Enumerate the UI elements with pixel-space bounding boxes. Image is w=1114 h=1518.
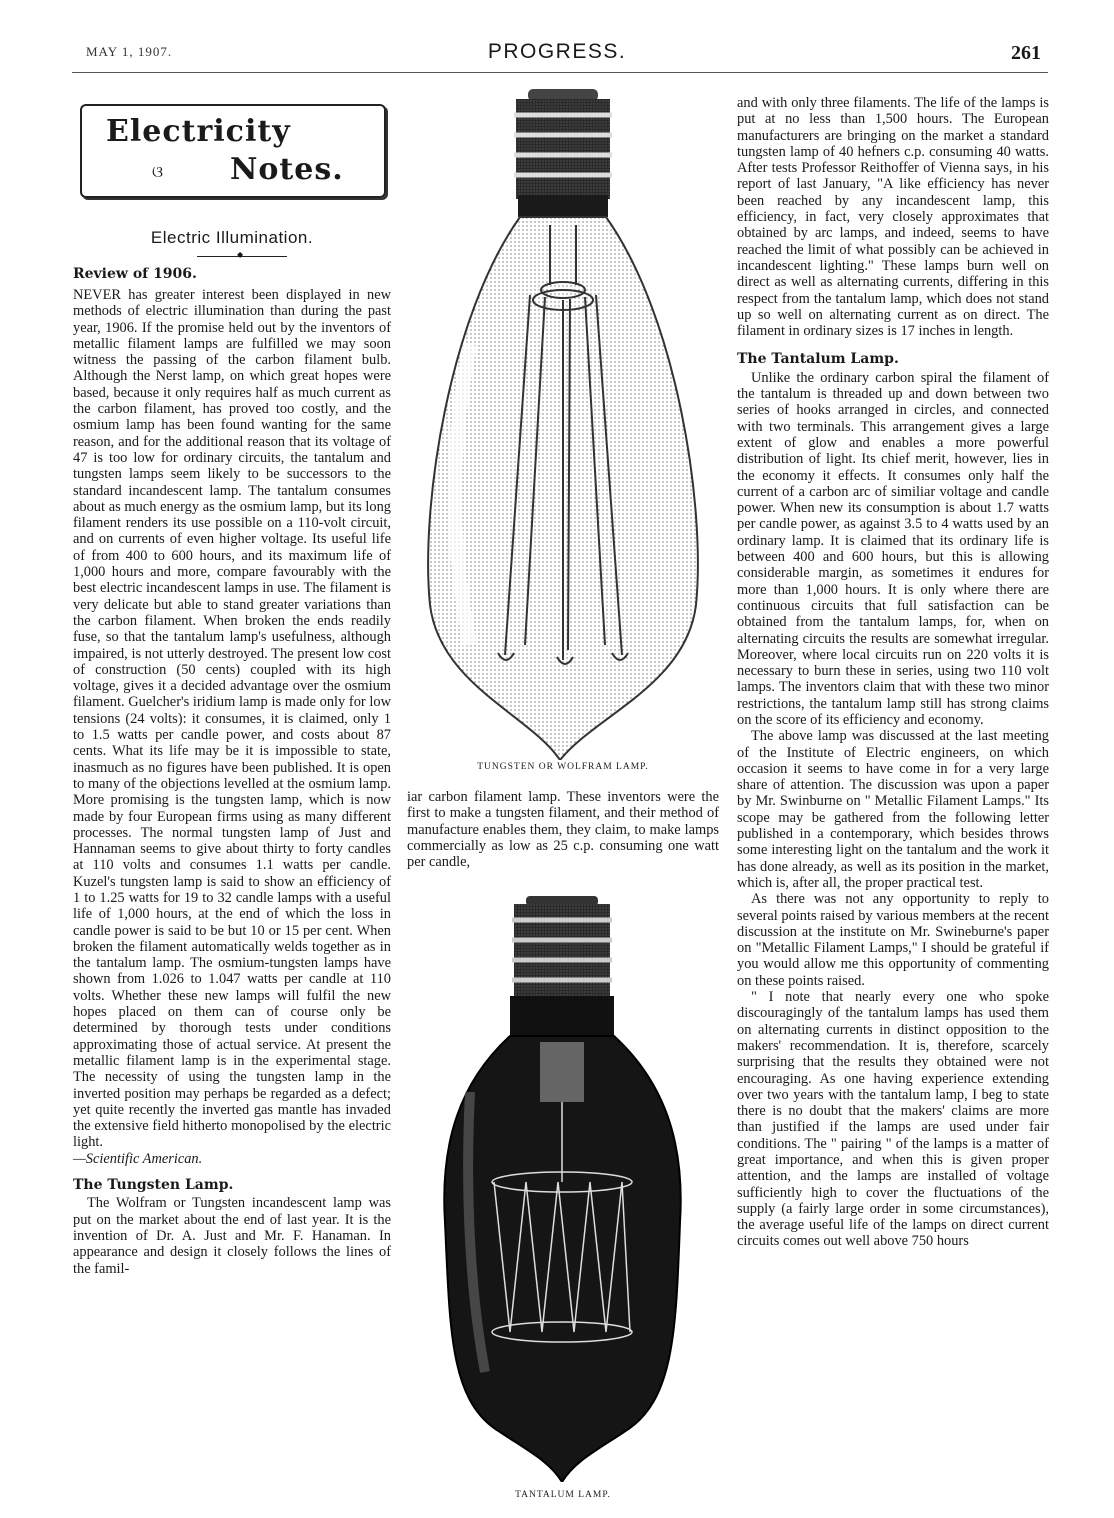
tantalum-heading: The Tantalum Lamp. [737,351,899,368]
right-column [737,95,1049,1250]
tungsten-paragraph-mid: iar carbon filament lamp. These inventors were the first to make a tungsten filament, and their method of manufacture enables them, they claim, to make lamps commercially as low as 25 c.p. consuming one watt per candle, [407,789,719,871]
header-title: PROGRESS. [487,40,627,63]
section-title: Electric Illumination. [150,228,314,247]
tungsten-heading: The Tungsten Lamp. [73,1177,234,1194]
tantalum-lamp-illustration [410,892,716,1482]
right-paragraph-1: and with only three filaments. The life of the lamps is put at no less than 1,500 hours. The European manufacturers are bringing on the market a standard tungsten lamp of 40 hefners c.p. consuming 40 watts. After tests Professor Reithoffer of Vienna says, in his report of last January, "A like efficiency has never been reached by any incandescent lamp, this efficiency, in fact, very closely approximates that obtained by arc lamps, and indeed, seems to have reached the limit of what possibly can be achieved in incandescent lighting." These lamps burn well on direct as well as alternating currents, differing in this respect from the tantalum lamp, which does not stand up so well on alternating current as on direct. The filament in ordinary sizes is 17 inches in length. [737,95,1049,340]
review-paragraph: NEVER has greater interest been displayed in new methods of electric illumination than during the past year, 1906. If the promise held out by the inventors of metallic filament lamps are fulfilled we may soon witness the passing of the carbon filament bulb. Although the Nerst lamp, on which great hopes were based, because it only requires half as much current as the carbon filament, has proved too costly, and the osmium lamp has been found wanting for the same reason, and for the additional reason that its voltage of 47 is too low for ordinary circuits, the tantalum and tungsten lamps seem likely to be successors to the standard incandescent lamp. The tantalum consumes about as much energy as the osmium lamp, but its long filament renders its use possible on a 110-volt circuit, and on currents of even higher voltage. Its useful life of from 400 to 600 hours, and its maximum life of 1,000 hours and more, compare favourably with the best electric incandescent lamps in use. The filament is very delicate but able to stand greater variations than the carbon filament. When broken the ends readily fuse, so that the tantalum lamp's usefulness, although impaired, is not utterly destroyed. The present low cost of construction (50 cents) coupled with its high voltage, gives it a decided advantage over the osmium filament. Guelcher's iridium lamp is made only for low tensions (24 volts): it consumes, it is claimed, only 1 to 1.5 watts per candle power, and costs about 87 cents. What its life may be it is impossible to state, inasmuch as no figures have been published. It is open to many of the objections levelled at the osmium lamp. More promising is the tungsten lamp, which is now made by four European firms using as many different processes. The normal tungsten lamp of Just and Hannaman seems to give about thirty to forty candles at 110 volts and consumes 1.1 watts per candle. Kuzel's tungsten lamp is said to show an efficiency of 1 to 1.25 watts for 19 to 32 candle lamps with a useful life of 1,000 hours, at the end of which the loss in candle power is said to be but 10 or 15 per cent. When broken the filament automatically welds together as in the tantalum lamp. The osmium-tungsten lamps have shown from 1.026 to 1.047 watts per candle at 110 volts. Whether these new lamps will fulfil the new hopes placed on them can of course only be determined by thorough tests under conditions approximating those of actual service. At present the metallic filament lamp is in the experimental stage. The necessity of using the tungsten lamp in the inverted position may perhaps be regarded as a defect; yet quite recently the inverted gas mantle has invaded the extensive field hitherto monopolised by the electric light. [73,287,391,1151]
right-paragraph-3: The above lamp was discussed at the last meeting of the Institute of Electric engineers, on which occasion it seems to have come in for a very large share of attention. The discussion was upon a paper by Mr. Swinburne on " Metallic Filament Lamps." Its scope may be gathered from the following letter published in a contemporary, which besides throws some interesting light on the tantalum and the work it has done already, as well as its position in the market, which is, after all, the proper practical test. [737,728,1049,891]
tungsten-lamp-illustration [410,85,716,760]
box-title-line2: Notes. [230,152,344,187]
tungsten-continuation [407,789,719,870]
review-article [73,287,391,1277]
tungsten-lamp-caption: TUNGSTEN OR WOLFRAM LAMP. [477,762,649,772]
right-paragraph-2: Unlike the ordinary carbon spiral the filament of the tantalum is threaded up and down between two series of hooks arranged in circles, and connected with two terminals. This arrangement gives a large extent of glow and enables a more powerful distribution of light. Its chief merit, however, lies in the economy it effects. It consumes only half the current of a carbon arc of similiar voltage and candle power. When new its consumption is about 1.7 watts per candle power, as against 3.5 to 4 watts used by an ordinary lamp. It is claimed that its ordinary life is between 400 and 600 hours, but this is allowing considerable margin, as sometimes it endures for more than 1,000 hours. It is only where there are continuous circuits that full satisfaction can be obtained from the tantalum lamps, for, when on alternating circuits the results are somewhat irregular. Moreover, where local circuits run on 220 volts it is necessary to burn these in series, using two 110 volt lamps. The inventors claim that with these two minor restrictions, the tantalum lamp still has strong claims on the score of its efficiency and economy. [737,369,1049,728]
review-heading: Review of 1906. [73,266,197,282]
page-number: 261 [1011,42,1041,64]
electricity-notes-box [80,104,386,198]
ornament-icon: ଓ [152,164,164,181]
tungsten-paragraph-left: The Wolfram or Tungsten incandescent lamp was put on the market about the end of last year. It is the invention of Dr. A. Just and Mr. F. Hanaman. In appearance and design it closely follows the lines of the famil- [73,1195,391,1277]
review-source: —Scientific American. [73,1150,203,1167]
header-date: MAY 1, 1907. [86,44,173,59]
header-rule [72,72,1048,73]
right-paragraph-4: As there was not any opportunity to reply to several points raised by various members at the recent discussion at the institute on Mr. Swineburne's paper on "Metallic Filament Lamps," I should be grateful if you would allow me this opportunity of commenting on these points raised. [737,891,1049,989]
section-divider [197,256,287,257]
tantalum-lamp-caption: TANTALUM LAMP. [515,1490,611,1500]
box-title-line1: Electricity [106,114,291,149]
right-paragraph-5: " I note that nearly every one who spoke discouragingly of the tantalum lamps has used them on alternating currents in distinct opposition to the makers' recommendation. It is, therefore, scarcely surprising that the results they obtained were not encouraging. As one having experience extending over two years with the tantalum lamp, I beg to state there is no doubt that the makers' claims are more than justified if the lamps are used under fair conditions. The " pairing " of the lamps is a matter of great importance, and when this is given proper attention, and the lamps are installed of voltage sufficiently high to cover the fluctuations of the supply (a fairly large order in some circumstances), the average useful life of the lamps on direct current circuits comes out well above 750 hours [737,989,1049,1250]
